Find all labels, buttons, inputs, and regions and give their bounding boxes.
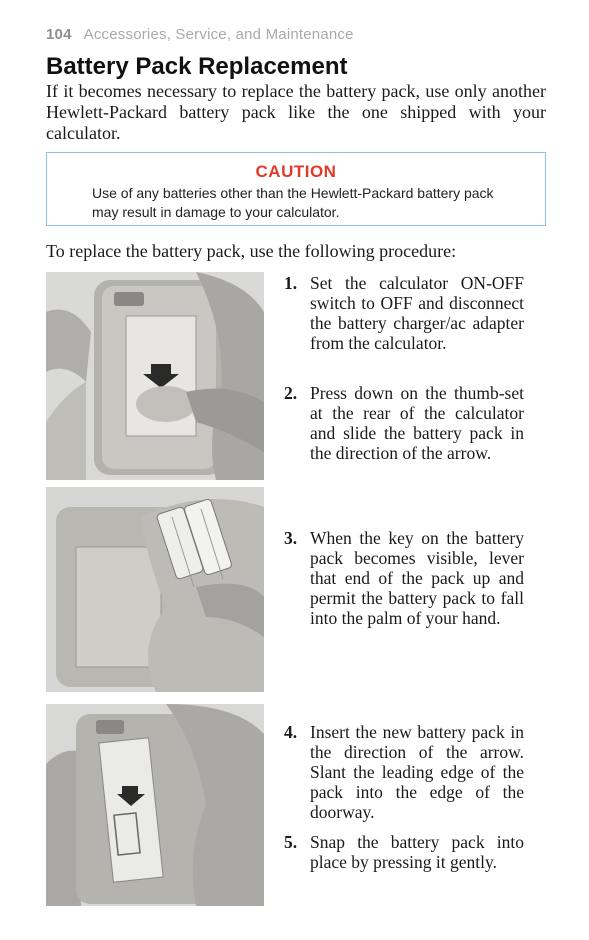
step-4: [284, 722, 524, 822]
step-number: 3.: [284, 528, 298, 548]
page-number: 104: [46, 26, 72, 43]
caution-box: [46, 152, 546, 226]
step-1: [284, 273, 524, 353]
step-number: 5.: [284, 832, 298, 852]
step-number: 2.: [284, 383, 298, 403]
step-number: 1.: [284, 273, 298, 293]
intro-paragraph: If it becomes necessary to replace the battery pack, use only another Hewlett-Packard battery pack like the one shipped with your calculator.: [46, 81, 546, 143]
section-title: Accessories, Service, and Maintenance: [83, 26, 354, 43]
step-text: Press down on the thumb-set at the rear of the calculator and slide the battery pack in the direction of the arrow.: [310, 383, 524, 463]
photo-insert-battery: [46, 704, 264, 906]
running-head: [46, 26, 354, 43]
step-text: Snap the battery pack into place by pressing it gently.: [310, 832, 524, 872]
step-3: [284, 528, 524, 628]
step-2: [284, 383, 524, 463]
step-number: 4.: [284, 722, 298, 742]
page-title: Battery Pack Replacement: [46, 53, 348, 80]
procedure-intro: To replace the battery pack, use the following procedure:: [46, 241, 457, 261]
caution-text: Use of any batteries other than the Hewlett-Packard battery pack may result in damage to your calculator.: [92, 185, 494, 220]
step-text: When the key on the battery pack becomes visible, lever that end of the pack up and permit the battery pack to fall into the palm of your hand.: [310, 528, 524, 628]
photo-press-thumb-set: [46, 272, 264, 480]
photo-battery-in-palm: [46, 487, 264, 692]
step-text: Insert the new battery pack in the direction of the arrow. Slant the leading edge of the pack into the edge of the doorway.: [310, 722, 524, 822]
caution-title: CAUTION: [255, 162, 337, 181]
step-text: Set the calculator ON-OFF switch to OFF and disconnect the battery charger/ac adapter from the calculator.: [310, 273, 524, 353]
step-5: [284, 832, 524, 872]
